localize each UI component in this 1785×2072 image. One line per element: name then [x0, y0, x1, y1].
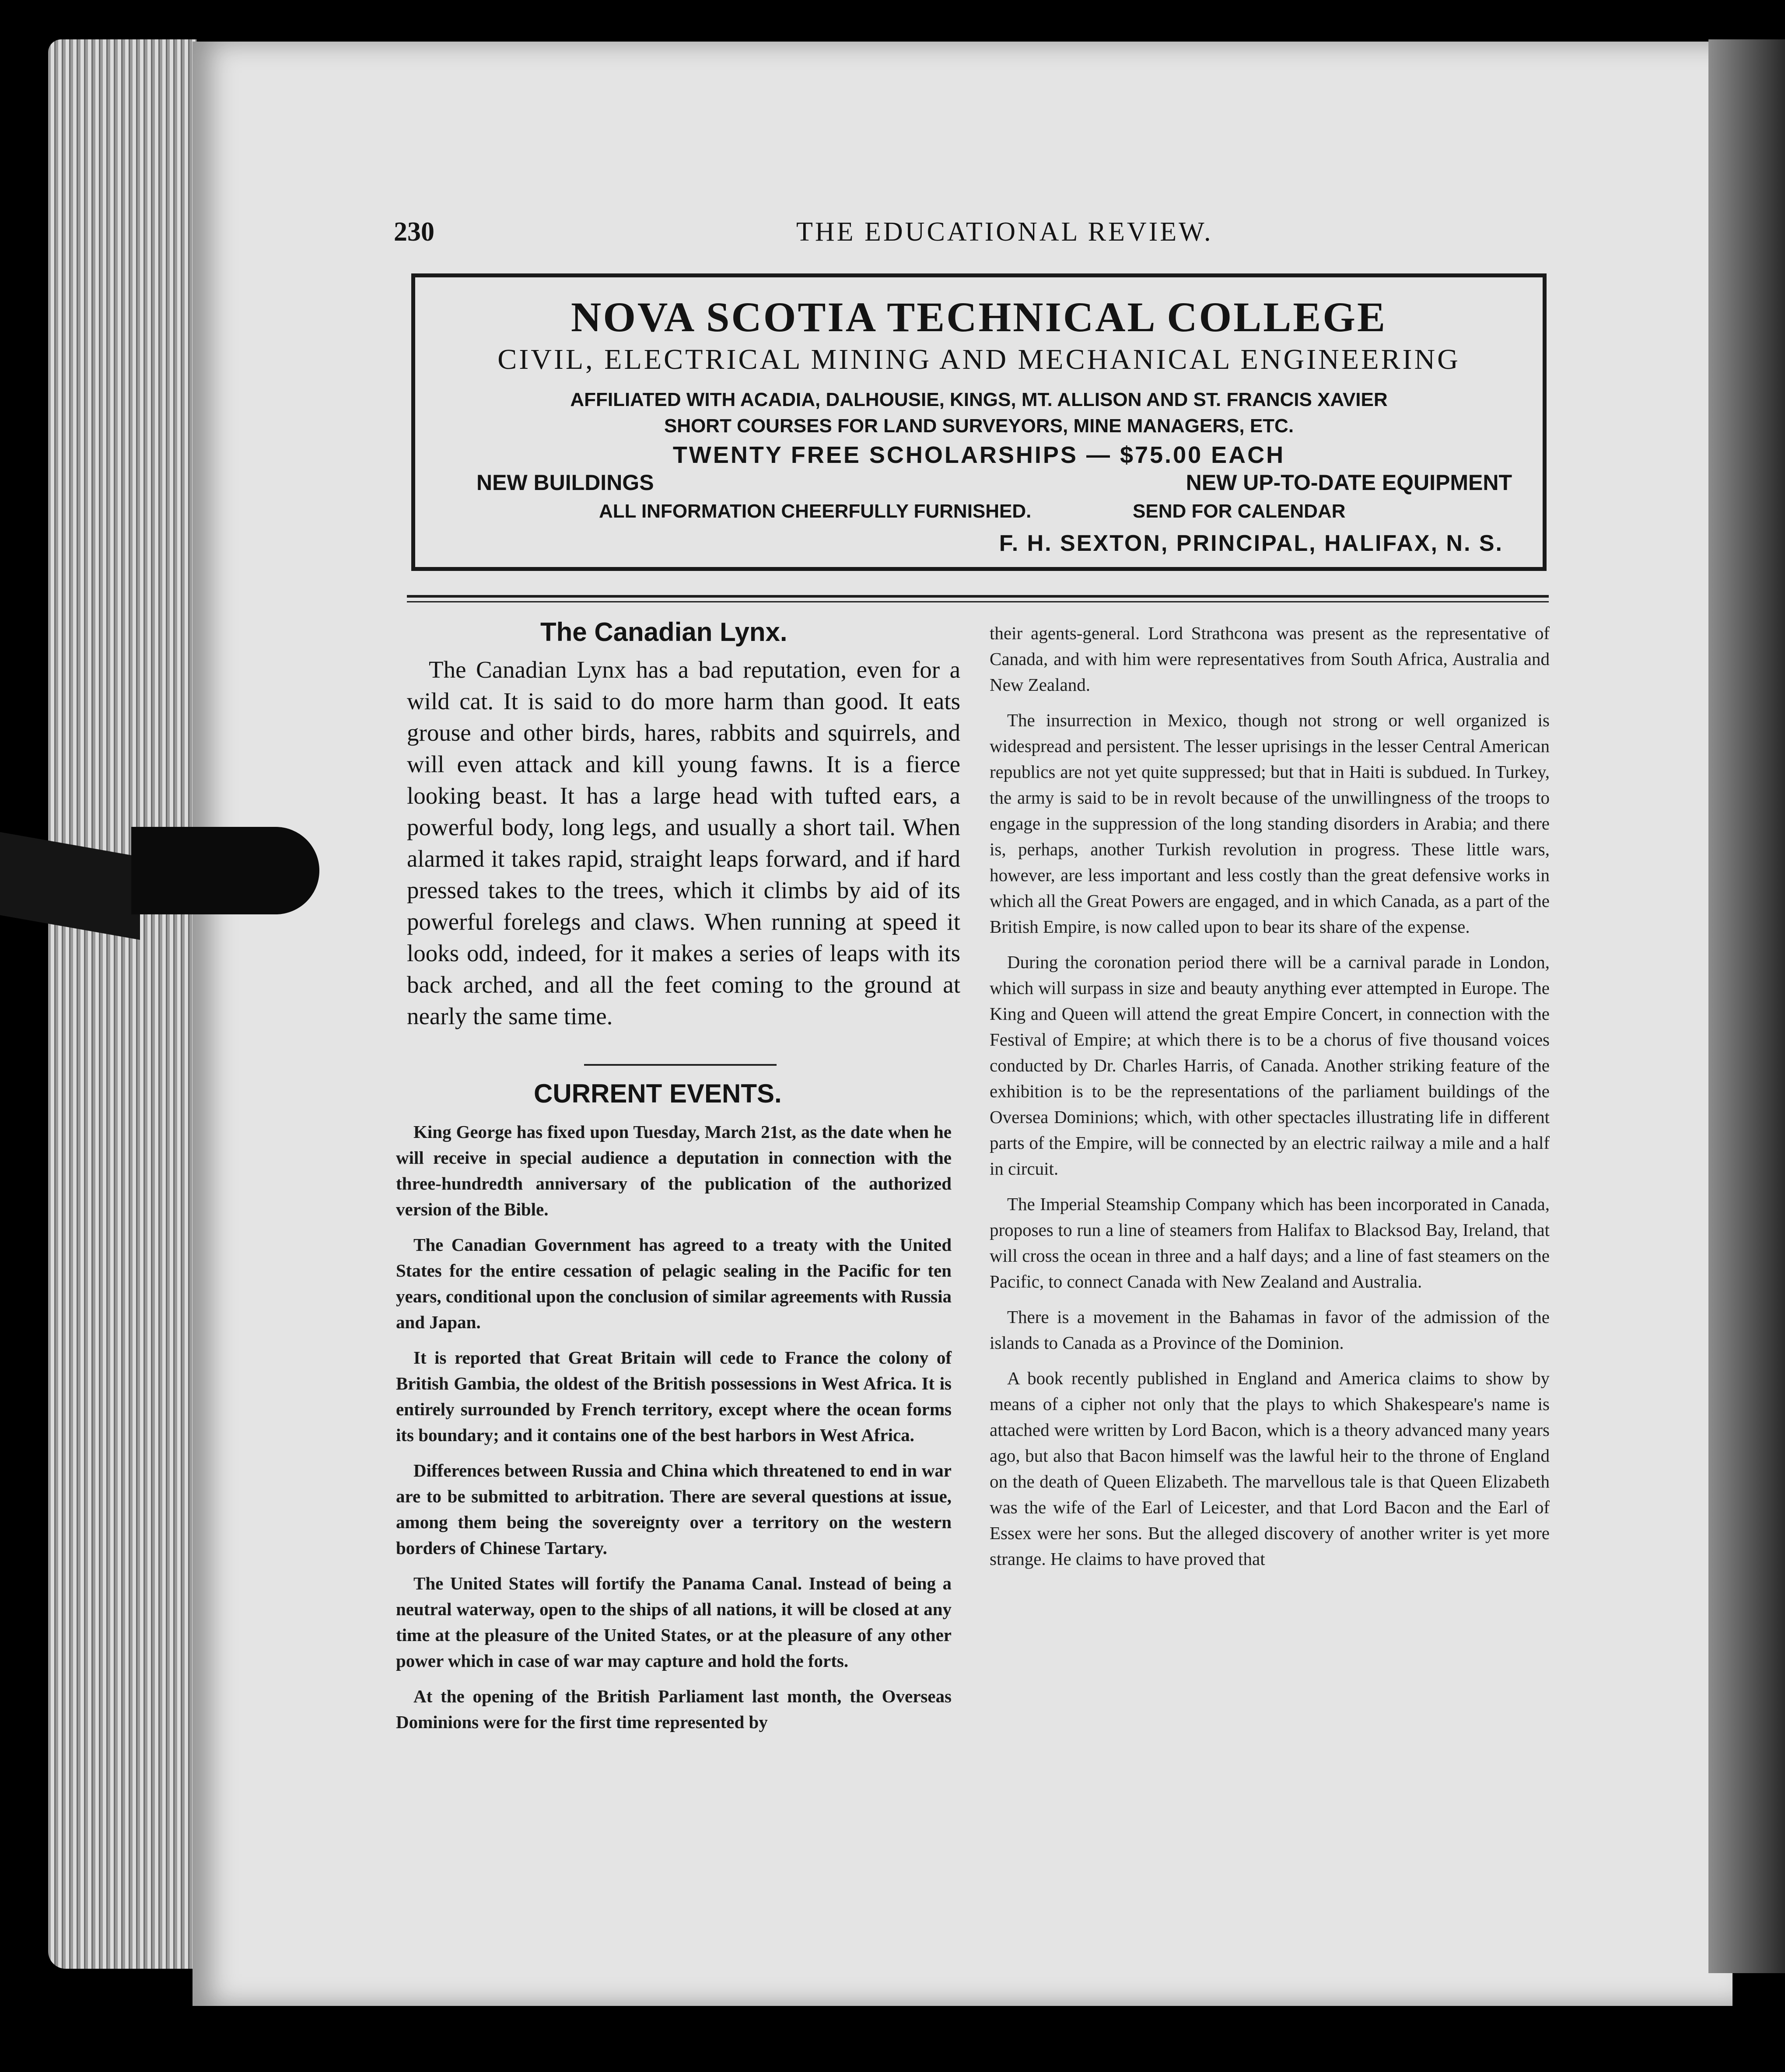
ad-equipment: NEW UP-TO-DATE EQUIPMENT: [1186, 470, 1512, 495]
section-rule-thin: [407, 601, 1549, 602]
college-advertisement: [411, 273, 1547, 571]
lynx-article: [407, 654, 960, 1032]
page-number: 230: [394, 217, 434, 247]
thumb-holding-page: [131, 827, 319, 914]
news-paragraph: During the coronation period there will be a carnival parade in London, which will surpass in size and beauty anything ever attempted in Europe. The King and Queen will attend the great Empire Concert, in connection with the Festival of Empire; at which there is to be a chorus of five thousand voices conducted by Dr. Charles Harris, of Canada. Another striking feature of the exhibition is to be the representations of the parliament buildings of the Oversea Dominions; which, with other spectacles illustrating life in different parts of the Empire, will be connected by an electric railway a mile and a half in circuit.: [990, 952, 1550, 1179]
ad-subtitle: CIVIL, ELECTRICAL MINING AND MECHANICAL ENGINEERING: [497, 343, 1460, 375]
news-paragraph: Differences between Russia and China which threatened to end in war are to be submitted to arbitration. There are several questions at issue, among them being the sovereignty over a territory on the western borders of Chinese Tartary.: [396, 1460, 952, 1558]
current-events-column: [396, 1119, 952, 1745]
current-events-heading: CURRENT EVENTS.: [534, 1079, 782, 1108]
news-paragraph: At the opening of the British Parliament last month, the Overseas Dominions were for the first time represented by: [396, 1686, 952, 1732]
news-paragraph: The Canadian Government has agreed to a treaty with the United States for the entire cessation of pelagic sealing in the Pacific for ten years, conditional upon the conclusion of similar agreements with Russia and Japan.: [396, 1235, 952, 1332]
news-paragraph: The insurrection in Mexico, though not strong or well organized is widespread and persistent. The lesser uprisings in the lesser Central American republics are not yet quite suppressed; but that in Haiti is subdued. In Turkey, the army is said to be in revolt because of the unwillingness of the troops to engage in the suppression of the long standing disorders in Arabia; and there is, perhaps, another Turkish revolution in progress. These little wars, however, are less important and less costly than the great defensive works in which all the Great Powers are engaged, and in which Canada, as a part of the British Empire, is now called upon to bear its share of the expense.: [990, 710, 1550, 937]
news-paragraph: their agents-general. Lord Strathcona was present as the representative of Canada, and with him were representatives from South Africa, Australia and New Zealand.: [990, 623, 1550, 695]
news-paragraph: It is reported that Great Britain will cede to France the colony of British Gambia, the oldest of the British possessions in West Africa. It is entirely surrounded by French territory, except where the ocean forms its boundary; and it contains one of the best harbors in West Africa.: [396, 1348, 952, 1445]
lynx-paragraph: The Canadian Lynx has a bad reputation, even for a wild cat. It is said to do more harm than good. It eats grouse and other birds, hares, rabbits and squirrels, and will even attack and kill young fawns. It is a fierce looking beast. It has a large head with tufted ears, a powerful body, long legs, and usually a short tail. When alarmed it takes rapid, straight leaps forward, and if hard pressed takes to the trees, which it climbs by aid of its powerful forelegs and claws. When running at speed it looks odd, indeed, for it makes a series of leaps with its back arched, and all the feet coming to the ground at nearly the same time.: [407, 656, 960, 1029]
running-header: [394, 217, 1649, 252]
news-paragraph: There is a movement in the Bahamas in favor of the admission of the islands to Canada as a Province of the Dominion.: [990, 1307, 1550, 1353]
article-separator: [584, 1064, 777, 1066]
news-paragraph: The United States will fortify the Panama Canal. Instead of being a neutral waterway, open to the ships of all nations, it will be closed at any time at the pleasure of the United States, or at the pleasure of any other power which in case of war may capture and hold the forts.: [396, 1573, 952, 1671]
ad-calendar: SEND FOR CALENDAR: [1133, 500, 1346, 522]
news-paragraph: The Imperial Steamship Company which has been incorporated in Canada, proposes to run a line of steamers from Halifax to Blacksod Bay, Ireland, that will cross the ocean in three and a half days; and a line of fast steamers on the Pacific, to connect Canada with New Zealand and Australia.: [990, 1194, 1550, 1292]
ad-affiliation: AFFILIATED WITH ACADIA, DALHOUSIE, KINGS, MT. ALLISON AND ST. FRANCIS XAVIER: [570, 389, 1388, 410]
ad-scholarships: TWENTY FREE SCHOLARSHIPS — $75.00 EACH: [672, 442, 1285, 468]
running-title: THE EDUCATIONAL REVIEW.: [796, 217, 1213, 247]
news-paragraph: A book recently published in England and America claims to show by means of a cipher not only that the plays to which Shakespeare's name is attached were written by Lord Bacon, which is a theory advanced many years ago, but also that Bacon himself was the lawful heir to the throne of England on the death of Queen Elizabeth. The marvellous tale is that Queen Elizabeth was the wife of the Earl of Leicester, and that Lord Bacon and the Earl of Essex were her sons. But the alleged discovery of another writer is yet more strange. He claims to have proved that: [990, 1368, 1550, 1569]
book-page-edges: [48, 39, 197, 1969]
ad-title: NOVA SCOTIA TECHNICAL COLLEGE: [571, 294, 1387, 340]
section-rule: [407, 595, 1549, 598]
ad-principal: F. H. SEXTON, PRINCIPAL, HALIFAX, N. S.: [999, 531, 1503, 556]
news-paragraph: King George has fixed upon Tuesday, March 21st, as the date when he will receive in special audience a deputation in connection with the three-hundredth anniversary of the publication of the authorized version of the Bible.: [396, 1122, 952, 1219]
ad-information: ALL INFORMATION CHEERFULLY FURNISHED.: [599, 500, 1032, 522]
ad-new-buildings: NEW BUILDINGS: [476, 470, 654, 495]
lynx-heading: The Canadian Lynx.: [540, 617, 788, 647]
right-column: [990, 620, 1550, 1582]
facing-page-edge: [1708, 39, 1785, 1973]
ad-short-courses: SHORT COURSES FOR LAND SURVEYORS, MINE MANAGERS, ETC.: [664, 415, 1294, 437]
